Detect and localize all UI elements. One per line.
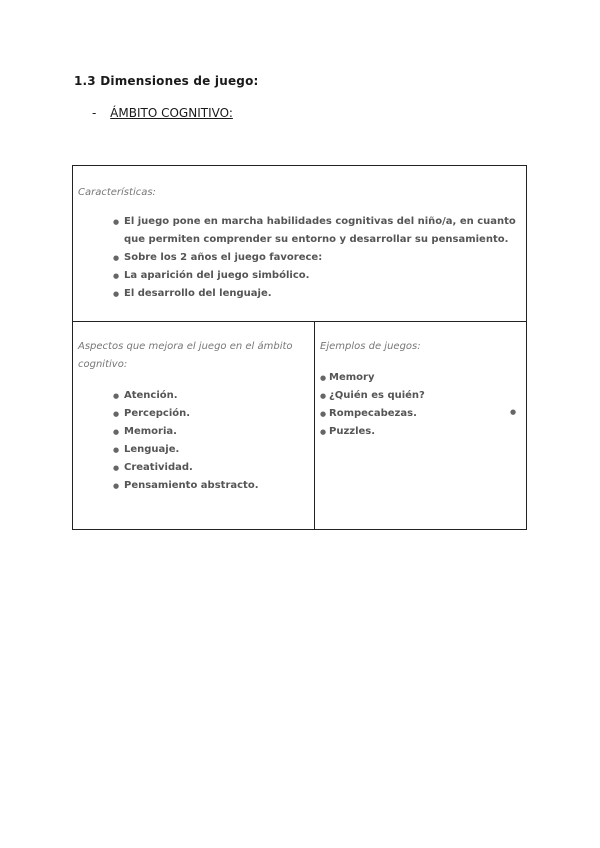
list-item: ● Pensamiento abstracto. <box>113 477 259 495</box>
subsection-heading <box>92 106 233 120</box>
list-item: ● Puzzles. <box>320 423 520 441</box>
examples-cell <box>315 322 526 529</box>
aspects-cell <box>73 322 315 529</box>
list-item: ● El juego pone en marcha habilidades cognitivas del niño/a, en cuanto que permiten comprender su entorno y desarrollar su pensamiento. <box>113 213 521 249</box>
list-item: ● La aparición del juego simbólico. <box>113 267 521 285</box>
subsection-title: ÁMBITO COGNITIVO: <box>110 106 233 120</box>
list-item: ● Percepción. <box>113 405 259 423</box>
list-item: ● Memory <box>320 369 520 387</box>
bullet-dot-icon: ● <box>510 408 517 416</box>
dimensions-table <box>72 165 527 530</box>
aspects-caption: Aspectos que mejora el juego en el ámbito cognitivo: <box>78 341 293 370</box>
list-item: ● El desarrollo del lenguaje. <box>113 285 521 303</box>
aspects-list <box>113 387 259 495</box>
list-item: ● Atención. <box>113 387 259 405</box>
characteristics-caption: Características: <box>78 187 156 198</box>
list-item: ● Rompecabezas. <box>320 405 520 423</box>
list-item: ● Memoria. <box>113 423 259 441</box>
characteristics-cell <box>73 166 526 322</box>
list-item: ● Creatividad. <box>113 459 259 477</box>
list-item: ● Sobre los 2 años el juego favorece: <box>113 249 521 267</box>
characteristics-list <box>113 213 521 303</box>
dash-marker: - <box>92 106 97 120</box>
section-heading: 1.3 Dimensiones de juego: <box>74 74 259 88</box>
list-item: ● Lenguaje. <box>113 441 259 459</box>
list-item: ● ¿Quién es quién? <box>320 387 520 405</box>
examples-list <box>320 369 520 441</box>
examples-caption: Ejemplos de juegos: <box>320 341 421 352</box>
